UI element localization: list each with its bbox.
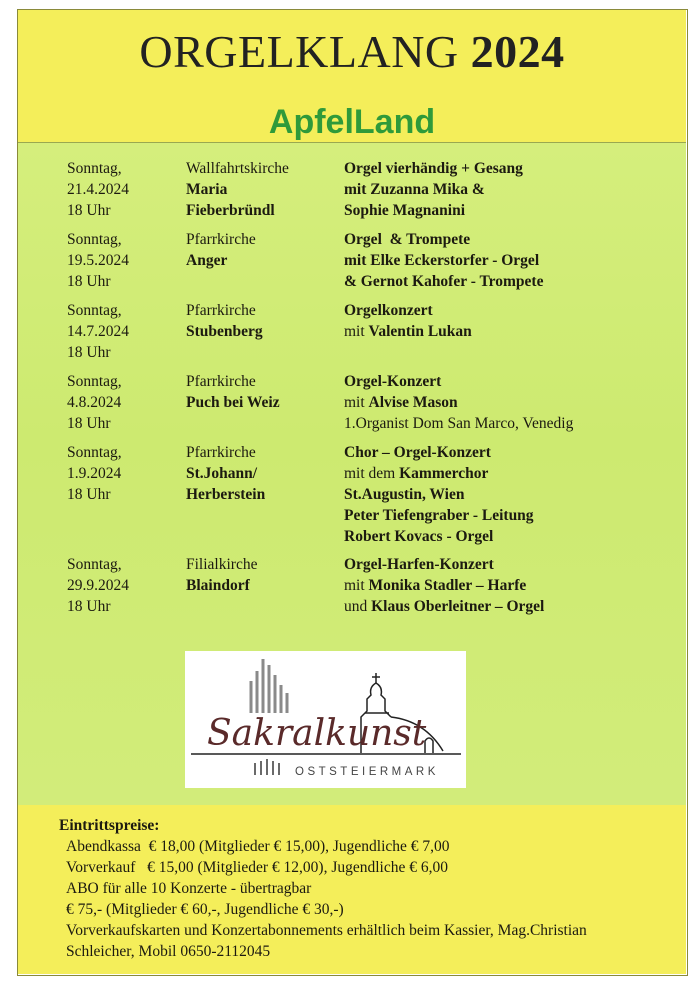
event-program: Orgelkonzert mit Valentin Lukan — [344, 302, 472, 340]
event-venue: Pfarrkirche Stubenberg — [186, 302, 263, 340]
event-date: Sonntag, 14.7.2024 18 Uhr — [67, 302, 129, 361]
event-date: Sonntag, 1.9.2024 18 Uhr — [67, 444, 122, 503]
event-date: Sonntag, 21.4.2024 18 Uhr — [67, 160, 129, 219]
event-venue: Pfarrkirche Anger — [186, 231, 256, 269]
event-venue: Filialkirche Blaindorf — [186, 556, 258, 594]
price-line: € 75,- (Mitglieder € 60,-, Jugendliche € 30,-) — [66, 901, 344, 918]
prices-title: Eintrittspreise: — [59, 817, 160, 834]
event-program: Orgel-Konzert mit Alvise Mason 1.Organist Dom San Marco, Venedig — [344, 373, 574, 432]
event-date: Sonntag, 19.5.2024 18 Uhr — [67, 231, 129, 290]
event-venue: Wallfahrtskirche Maria Fieberbründl — [186, 160, 289, 219]
event-venue: Pfarrkirche St.Johann/ Herberstein — [186, 444, 266, 503]
price-line: Abendkassa € 18,00 (Mitglieder € 15,00), Jugendliche € 7,00 — [66, 838, 450, 855]
sakralkunst-logo — [185, 651, 466, 788]
event-program: Orgel & Trompete mit Elke Eckerstorfer - Orgel & Gernot Kahofer - Trompete — [344, 231, 544, 290]
event-date: Sonntag, 4.8.2024 18 Uhr — [67, 373, 122, 432]
event-date: Sonntag, 29.9.2024 18 Uhr — [67, 556, 129, 615]
presale-info: Vorverkaufskarten und Konzertabonnements erhältlich beim Kassier, Mag.Christian — [66, 922, 587, 939]
price-line: ABO für alle 10 Konzerte - übertragbar — [66, 880, 312, 897]
header — [18, 10, 686, 142]
event-venue: Pfarrkirche Puch bei Weiz — [186, 373, 280, 411]
event-program: Orgel vierhändig + Gesang mit Zuzanna Mika & Sophie Magnanini — [344, 160, 523, 219]
event-program: Orgel-Harfen-Konzert mit Monika Stadler – Harfe und Klaus Oberleitner – Orgel — [344, 556, 545, 615]
page-subtitle: ApfelLand — [268, 103, 436, 141]
page-title — [18, 26, 686, 78]
event-program: Chor – Orgel-Konzert mit dem Kammerchor St.Augustin, Wien Peter Tiefengraber - Leitung Robert Kovacs - Orgel — [344, 444, 534, 545]
title-word: ORGELKLANG — [139, 26, 459, 77]
logo-region: OSTSTEIERMARK — [295, 766, 439, 778]
organ-church-icon — [185, 651, 466, 788]
logo-name: Sakralkunst — [207, 713, 427, 754]
price-info — [18, 805, 686, 974]
contact-info: Schleicher, Mobil 0650-2112045 — [66, 943, 271, 960]
title-year: 2024 — [470, 26, 565, 77]
price-line: Vorverkauf € 15,00 (Mitglieder € 12,00), Jugendliche € 6,00 — [66, 859, 448, 876]
